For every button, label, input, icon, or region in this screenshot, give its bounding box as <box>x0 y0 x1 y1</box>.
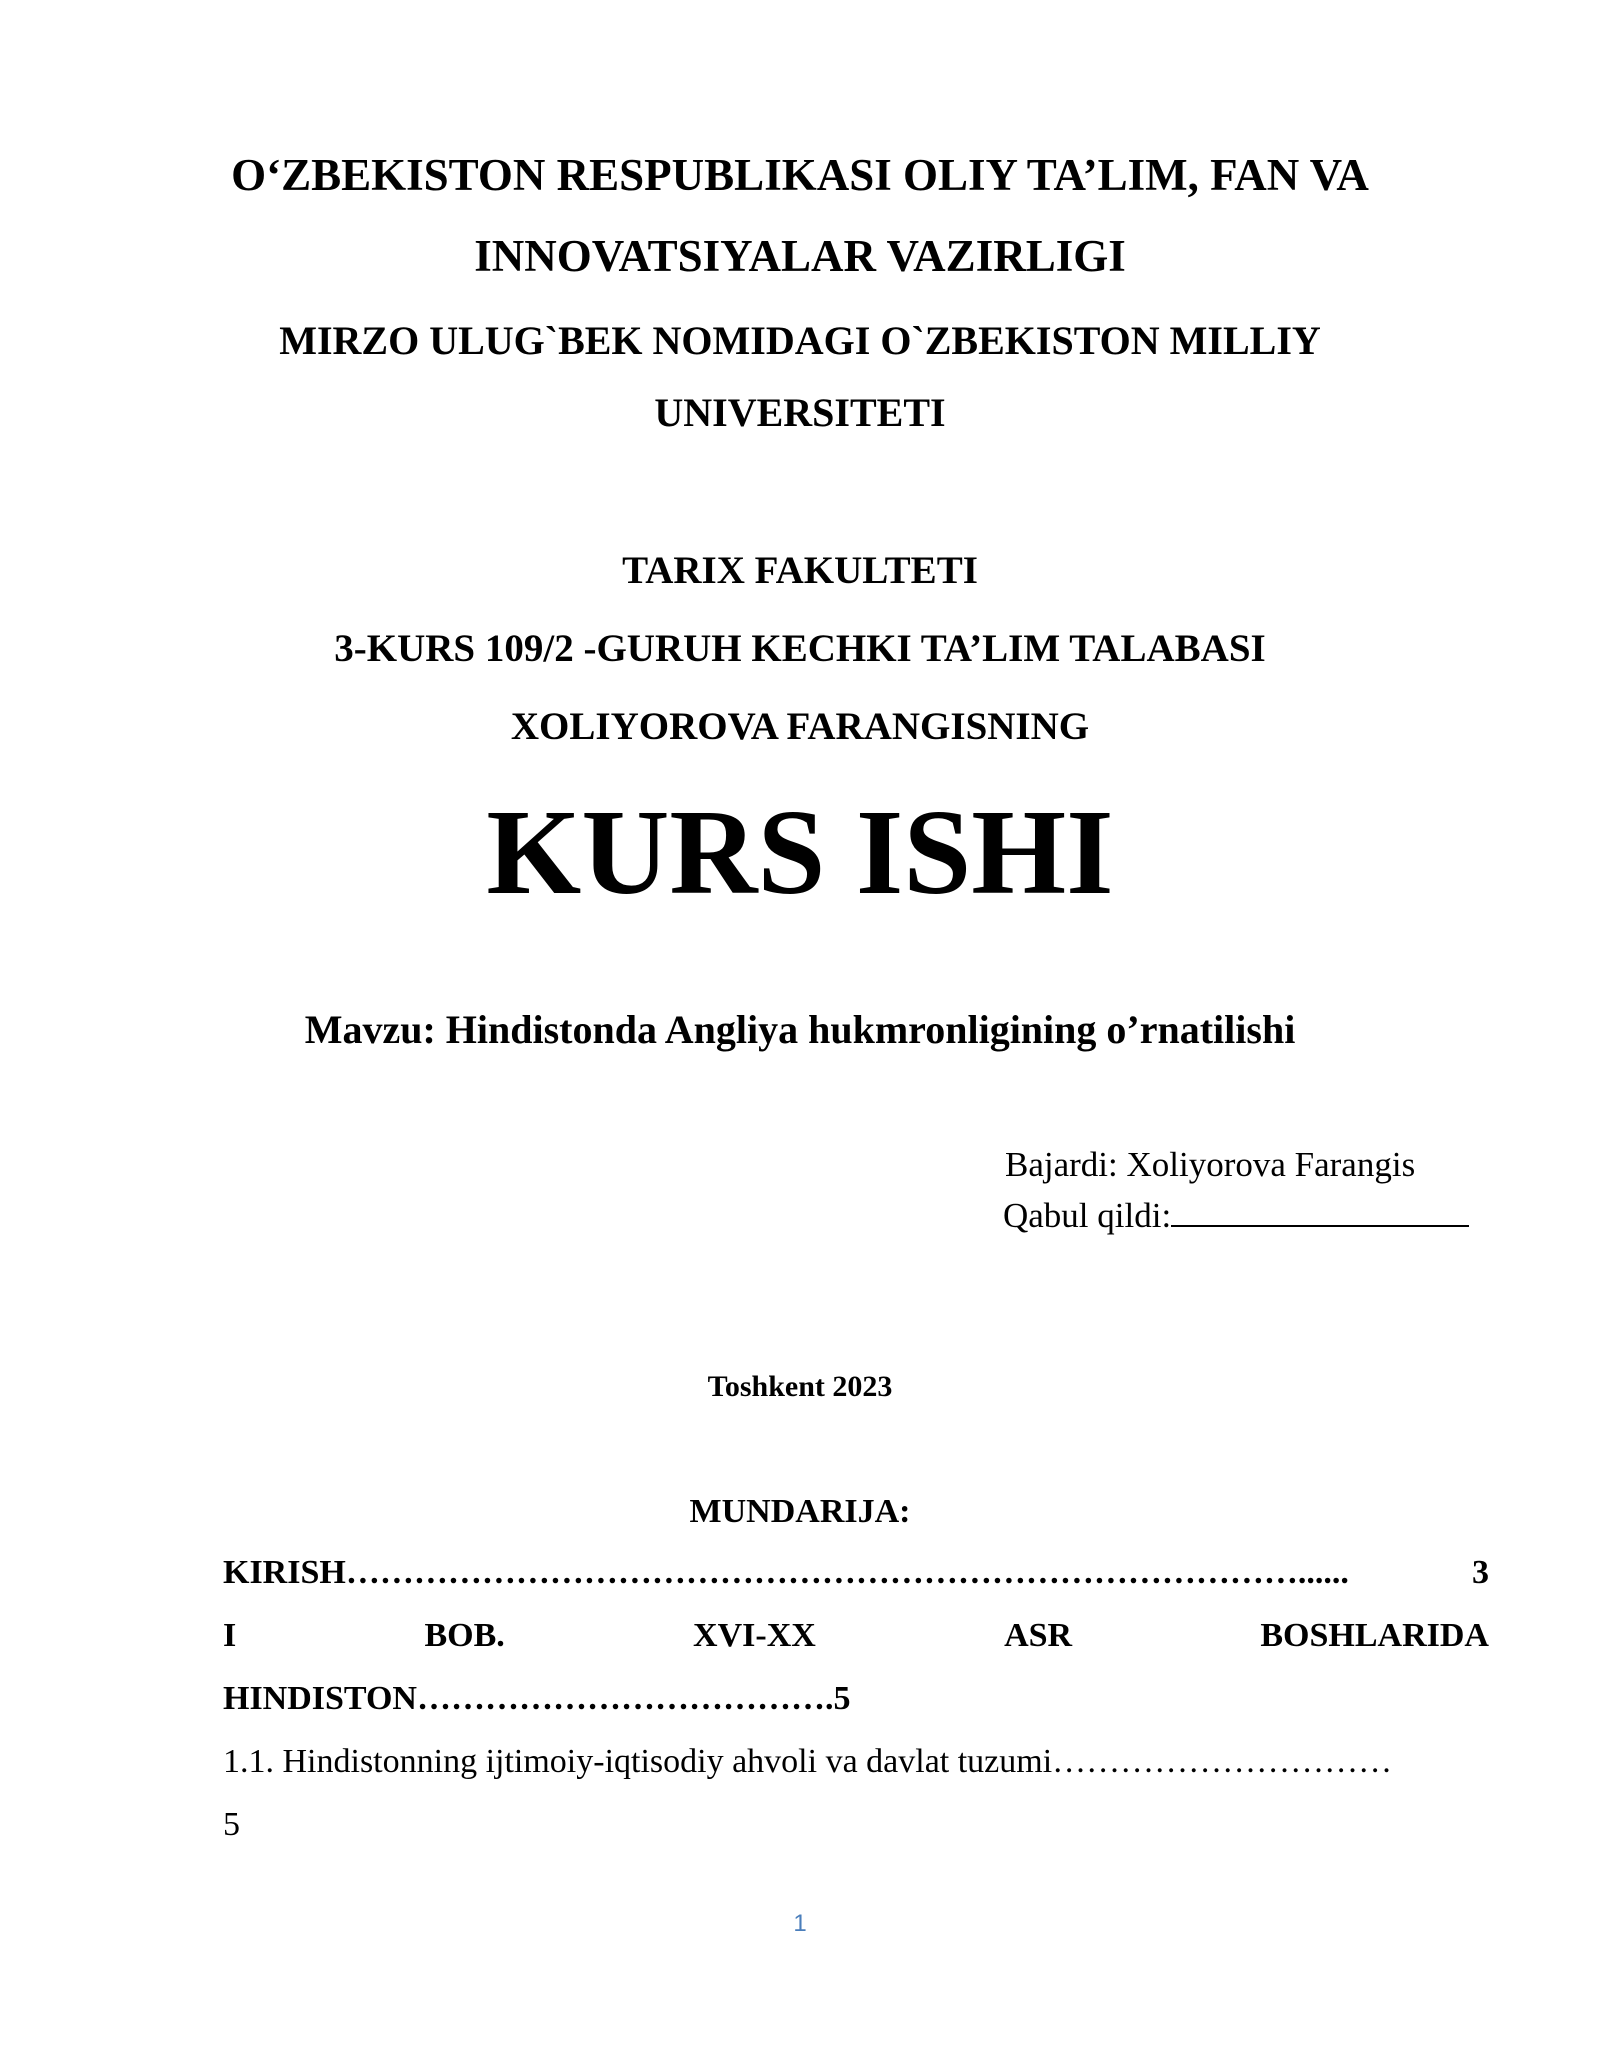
faculty-name: TARIX FAKULTETI <box>622 549 978 592</box>
student-name: XOLIYOROVA FARANGISNING <box>510 705 1090 748</box>
toc-word: XVI-XX <box>693 1617 816 1654</box>
toc-entry-page: 3 <box>1472 1554 1489 1591</box>
toc-entry-label: KIRISH <box>223 1554 346 1591</box>
page-number: 1 <box>793 1910 807 1937</box>
toc-entry-kirish[interactable] <box>223 1553 1489 1592</box>
city-and-year: Toshkent 2023 <box>707 1370 893 1403</box>
topic-line: Mavzu: Hindistonda Angliya hukmronligining o’rnatilishi <box>304 1007 1296 1052</box>
ministry-title-line-2: INNOVATSIYALAR VAZIRLIGI <box>474 231 1126 281</box>
university-title-line-1: MIRZO ULUG`BEK NOMIDAGI O`ZBEKISTON MILLIY <box>279 318 1321 363</box>
performed-by: Bajardi: Xoliyorova Farangis <box>1005 1145 1416 1184</box>
toc-word: BOB. <box>424 1617 505 1654</box>
document-title: KURS ISHI <box>486 785 1114 920</box>
toc-entry-page: 5 <box>223 1806 240 1843</box>
toc-word: ASR <box>1004 1617 1073 1654</box>
toc-entry-label: 1.1. Hindistonning ijtimoiy-iqtisodiy ahvoli va davlat tuzumi <box>223 1743 1053 1780</box>
toc-dot-leader: ………………………… <box>1052 1743 1393 1780</box>
toc-word: BOSHLARIDA <box>1260 1617 1489 1654</box>
toc-entry-section-1-1[interactable] <box>223 1742 1489 1781</box>
student-group: 3-KURS 109/2 -GURUH KECHKI TA’LIM TALABASI <box>334 627 1266 670</box>
toc-entry-chapter-1-continuation: HINDISTON……………………………….5 <box>223 1680 851 1717</box>
toc-dot-leader: …………………………………………………………………………...... <box>345 1554 1349 1591</box>
university-title-line-2: UNIVERSITETI <box>654 390 946 435</box>
toc-word: I <box>223 1617 237 1654</box>
toc-heading: MUNDARIJA: <box>689 1493 911 1530</box>
accepted-by-label: Qabul qildi: <box>1003 1196 1172 1235</box>
toc-entry-chapter-1[interactable] <box>223 1616 1489 1655</box>
ministry-title-line-1: O‘ZBEKISTON RESPUBLIKASI OLIY TA’LIM, FAN VA <box>231 150 1369 200</box>
signature-blank-line <box>1171 1195 1469 1227</box>
accepted-by-row <box>1003 1195 1469 1236</box>
